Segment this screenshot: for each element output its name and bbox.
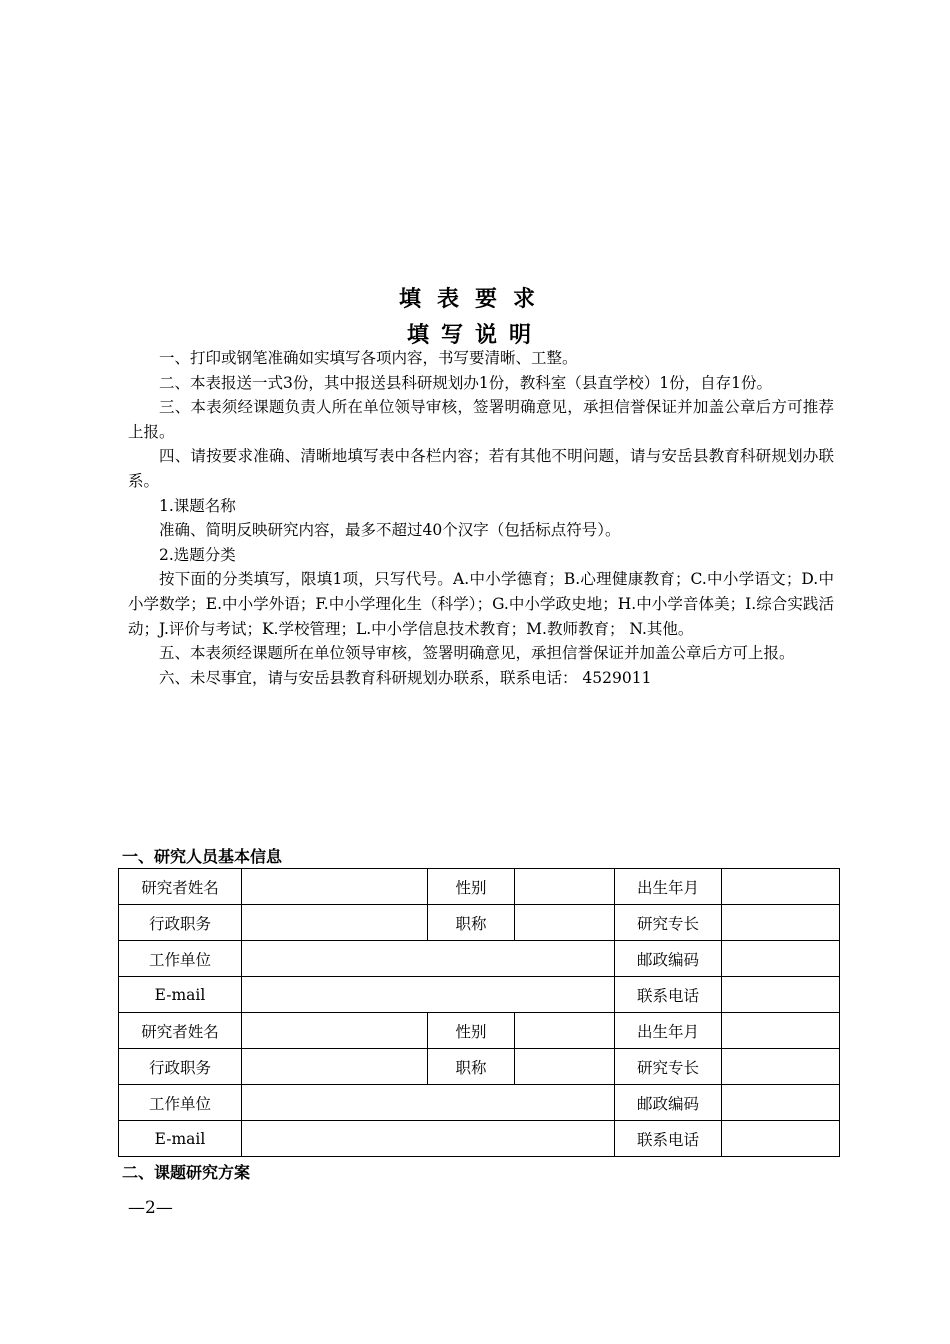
section-1-title: 一、研究人员基本信息	[122, 847, 283, 866]
label-name: 研究者姓名	[119, 869, 242, 905]
label-email: E-mail	[119, 977, 242, 1013]
researcher-info-table	[118, 868, 840, 1157]
label-position: 行政职务	[119, 905, 242, 941]
postcode-field[interactable]	[722, 941, 840, 977]
table-row	[119, 941, 840, 977]
title-field[interactable]	[515, 905, 615, 941]
phone-field[interactable]	[722, 1121, 840, 1157]
instruction-topic-name-heading: 1.课题名称	[159, 496, 236, 515]
instruction-topic-name-text: 准确、简明反映研究内容，最多不超过40个汉字（包括标点符号）。	[159, 521, 621, 540]
table-row	[119, 977, 840, 1013]
specialty-field[interactable]	[722, 1049, 840, 1085]
instruction-4: 四、请按要求准确、清晰地填写表中各栏内容；若有其他不明问题，请与安岳县教育科研规划办联系。	[128, 447, 834, 490]
phone-field[interactable]	[722, 977, 840, 1013]
position-field[interactable]	[242, 905, 428, 941]
email-field[interactable]	[242, 977, 615, 1013]
table-row	[119, 869, 840, 905]
label-phone: 联系电话	[615, 1121, 722, 1157]
position-field[interactable]	[242, 1049, 428, 1085]
label-phone: 联系电话	[615, 977, 722, 1013]
label-name: 研究者姓名	[119, 1013, 242, 1049]
birth-field[interactable]	[722, 869, 840, 905]
page-number: —2—	[128, 1198, 173, 1218]
postcode-field[interactable]	[722, 1085, 840, 1121]
instruction-category-text: 按下面的分类填写，限填1项，只写代号。A.中小学德育；B.心理健康教育；C.中小学语文；D.中小学数学；E.中小学外语；F.中小学理化生（科学）；G.中小学政史地；H.中小学音体美；I.综合实践活动；J.评价与考试；K.学校管理；L.中小学信息技术教育；M.教师教育； N.其他。	[128, 570, 834, 638]
gender-field[interactable]	[515, 1013, 615, 1049]
table-row	[119, 905, 840, 941]
gender-field[interactable]	[515, 869, 615, 905]
unit-field[interactable]	[242, 941, 615, 977]
instruction-3: 三、本表须经课题负责人所在单位领导审核，签署明确意见，承担信誉保证并加盖公章后方可推荐上报。	[128, 398, 834, 441]
instruction-5: 五、本表须经课题所在单位领导审核，签署明确意见，承担信誉保证并加盖公章后方可上报。	[159, 644, 795, 663]
instruction-6: 六、未尽事宜，请与安岳县教育科研规划办联系，联系电话： 4529011	[159, 668, 652, 687]
name-field[interactable]	[242, 869, 428, 905]
label-gender: 性别	[428, 869, 515, 905]
title-field[interactable]	[515, 1049, 615, 1085]
instruction-1: 一、打印或钢笔准确如实填写各项内容，书写要清晰、工整。	[159, 349, 578, 367]
unit-field[interactable]	[242, 1085, 615, 1121]
page-subtitle: 填写说明	[406, 323, 543, 348]
page-title: 填表要求	[398, 287, 551, 312]
instruction-2: 二、本表报送一式3份，其中报送县科研规划办1份，教科室（县直学校）1份，自存1份。	[159, 373, 772, 392]
instructions	[128, 346, 834, 690]
label-email: E-mail	[119, 1121, 242, 1157]
label-position: 行政职务	[119, 1049, 242, 1085]
name-field[interactable]	[242, 1013, 428, 1049]
table-row	[119, 1085, 840, 1121]
label-birth: 出生年月	[615, 1013, 722, 1049]
label-gender: 性别	[428, 1013, 515, 1049]
birth-field[interactable]	[722, 1013, 840, 1049]
instruction-category-heading: 2.选题分类	[159, 545, 236, 564]
label-unit: 工作单位	[119, 1085, 242, 1121]
table-row	[119, 1049, 840, 1085]
label-specialty: 研究专长	[615, 1049, 722, 1085]
table-row	[119, 1121, 840, 1157]
section-2-title: 二、课题研究方案	[122, 1163, 251, 1182]
label-title: 职称	[428, 1049, 515, 1085]
label-unit: 工作单位	[119, 941, 242, 977]
label-postcode: 邮政编码	[615, 1085, 722, 1121]
label-specialty: 研究专长	[615, 905, 722, 941]
label-postcode: 邮政编码	[615, 941, 722, 977]
table-row	[119, 1013, 840, 1049]
label-birth: 出生年月	[615, 869, 722, 905]
email-field[interactable]	[242, 1121, 615, 1157]
specialty-field[interactable]	[722, 905, 840, 941]
label-title: 职称	[428, 905, 515, 941]
